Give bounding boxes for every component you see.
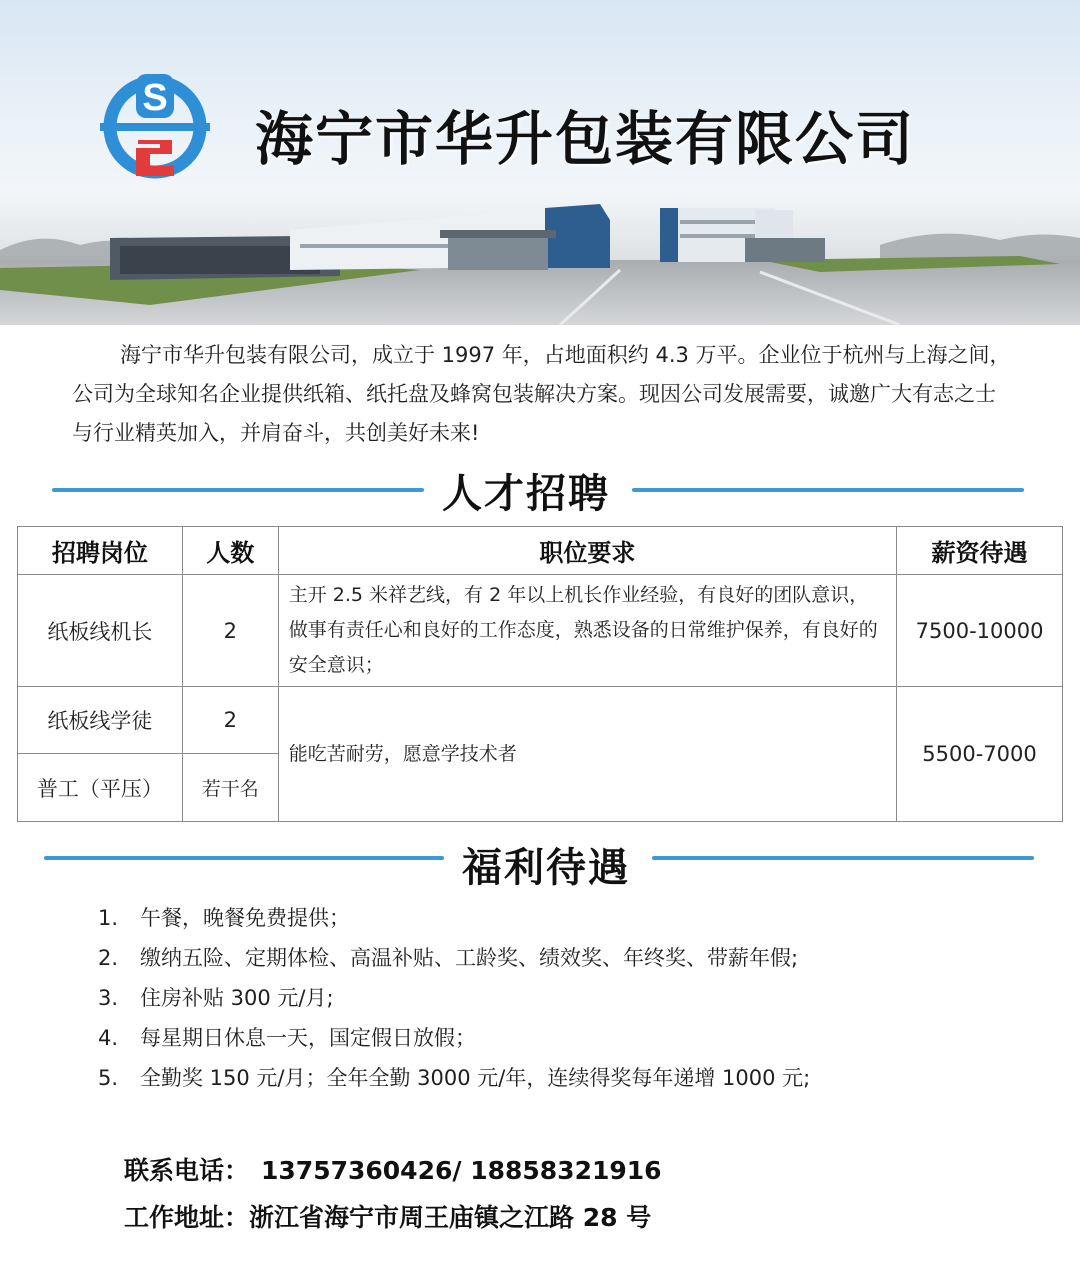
item-number: 4. [98,1026,119,1050]
address-label: 工作地址： [124,1203,250,1232]
table-row [18,687,1063,754]
position-cell: 普工（平压） [18,754,183,822]
position-cell: 纸板线机长 [18,575,183,687]
header-requirement: 职位要求 [278,527,896,575]
position-cell: 纸板线学徒 [18,687,183,754]
requirement-cell: 主开 2.5 米祥艺线，有 2 年以上机长作业经验，有良好的团队意识，做事有责任心和良好的工作态度，熟悉设备的日常维护保养，有良好的安全意识； [278,575,896,687]
item-text: 缴纳五险、定期体检、高温补贴、工龄奖、绩效奖、年终奖、带薪年假; [140,946,799,970]
header-salary: 薪资待遇 [897,527,1063,575]
heading-line-left [44,856,444,860]
benefits-heading [0,830,1080,891]
heading-line-right [652,856,1034,860]
salary-cell: 7500-10000 [897,575,1063,687]
benefits-list [98,898,810,1098]
requirement-cell: 能吃苦耐劳，愿意学技术者 [278,687,896,822]
jobs-table [17,526,1063,822]
list-item [98,898,810,938]
salary-cell: 5500-7000 [897,687,1063,822]
item-number: 3. [98,986,119,1010]
item-text: 每星期日休息一天，国定假日放假； [140,1026,476,1050]
heading-line-right [632,488,1024,492]
table-header-row [18,527,1063,575]
count-cell: 2 [182,687,278,754]
benefits-title: 福利待遇 [462,845,630,891]
phone-label: 联系电话： [124,1156,250,1185]
item-text: 全勤奖 150 元/月；全年全勤 3000 元/年，连续得奖每年递增 1000 元; [140,1066,811,1090]
header-position: 招聘岗位 [18,527,183,575]
table-row [18,575,1063,687]
recruitment-heading [0,462,1080,518]
header-count: 人数 [182,527,278,575]
contact-phone [124,1151,662,1187]
list-item [98,1018,810,1058]
item-text: 住房补贴 300 元/月; [140,986,334,1010]
list-item [98,978,810,1018]
svg-text:S: S [142,77,168,119]
list-item [98,938,810,978]
count-cell: 若干名 [182,754,278,822]
address-value: 浙江省海宁市周王庙镇之江路 28 号 [249,1203,652,1232]
company-intro: 海宁市华升包装有限公司，成立于 1997 年，占地面积约 4.3 万平。企业位于杭州与上海之间，公司为全球知名企业提供纸箱、纸托盘及蜂窝包装解决方案。现因公司发展需要，诚邀广大有志之士与行业精英加入，并肩奋斗，共创美好未来! [72,343,1011,445]
item-number: 5. [98,1066,119,1090]
item-text: 午餐，晚餐免费提供； [140,906,350,930]
heading-line-left [52,488,424,492]
phone-value[interactable]: 13757360426/ 18858321916 [261,1156,662,1185]
item-number: 1. [98,906,119,930]
company-name: 海宁市华升包装有限公司 [255,105,916,173]
contact-address [124,1198,651,1234]
list-item [98,1058,810,1098]
header-banner [0,0,1080,325]
factory-photo [0,190,1080,325]
recruitment-title: 人才招聘 [442,471,610,517]
count-cell: 2 [182,575,278,687]
company-logo [90,62,220,192]
item-number: 2. [98,946,119,970]
